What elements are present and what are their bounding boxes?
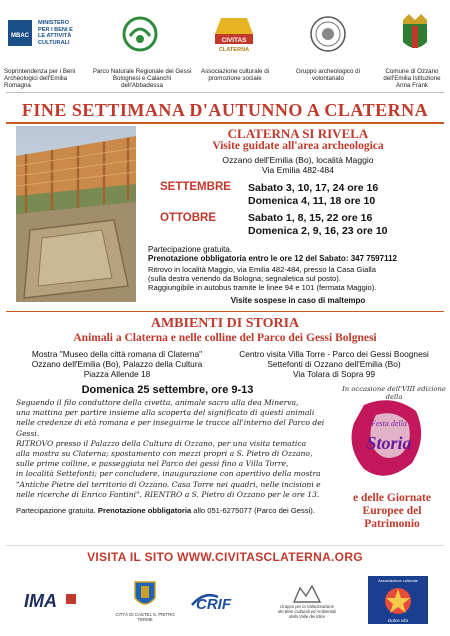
section2-subtitle: Animali a Claterna e nelle colline del Parco dei Gessi Bolgnesi bbox=[73, 332, 377, 344]
settembre-line-2: Domenica 4, 11, 18 ore 10 bbox=[248, 195, 376, 207]
mbac-line-1: MINISTERO bbox=[38, 20, 70, 26]
desc-line-6: alla mostra su Claterna; spostamento con mezzi propri a S. Pietro di Ozzano, bbox=[16, 449, 313, 459]
section2-title: AMBIENTI DI STORIA bbox=[150, 316, 300, 331]
venue-right-line-2: Settefonti di Ozzano dell'Emilia (Bo) bbox=[267, 359, 401, 369]
desc-line-1: Seguendo il filo conduttore della civetta, animale sacro alla dea Minerva, bbox=[16, 398, 299, 407]
parco-gessi-logo bbox=[112, 6, 168, 62]
desc-line-7: sulle prime colline, e passeggiata nel Parco dei gessi fino a Villa Torre, bbox=[16, 459, 289, 469]
desc-line-10: nelle ricerche di Enrico Fantini". RIENTRO a S. Pietro di Ozzano per le ore 13. bbox=[16, 489, 320, 499]
mbac-logo bbox=[8, 6, 92, 62]
svg-text:CIVITAS: CIVITAS bbox=[221, 37, 247, 44]
dolce-vita-logo bbox=[366, 575, 430, 625]
venue-right-line-3: Via Tolara di Sopra 99 bbox=[292, 369, 376, 379]
section1-meeting-2: (sulla destra venendo da Bologna; segnaletica sul posto). bbox=[148, 274, 341, 283]
archaeological-site-photo bbox=[16, 126, 136, 302]
note-free: Partecipazione gratuita. bbox=[16, 506, 96, 515]
gruppo-valorizzazione-logo bbox=[272, 575, 342, 625]
month-ottobre: OTTOBRE bbox=[160, 212, 217, 224]
ottobre-line-2: Domenica 2, 9, 16, 23 ore 10 bbox=[248, 225, 388, 237]
section1-location-1: Ozzano dell'Emilia (Bo), località Maggio bbox=[222, 155, 374, 165]
note-rest: allo 051-6275077 (Parco dei Gessi). bbox=[193, 506, 315, 515]
section1-location-2: Via Emilia 482-484 bbox=[262, 165, 334, 175]
desc-line-4: Gessi. bbox=[16, 428, 40, 438]
partner-caption-gruppo: Gruppo archeologico di volontariato bbox=[296, 68, 360, 82]
castel-s-pietro-crest bbox=[110, 575, 180, 625]
desc-line-9: "Antiche Pietre del territorio di Ozzano. Casa Torre nei quadri, nelle incisioni e bbox=[16, 479, 321, 489]
festa-name-bottom: Storia bbox=[366, 433, 412, 453]
gruppo-archeologico-logo bbox=[300, 6, 356, 62]
mbac-line-3: LE ATTIVITÀ bbox=[38, 33, 72, 39]
castel-s-pietro-caption: CITTÀ DI CASTEL S. PIETRO TERME bbox=[115, 612, 175, 622]
svg-text:MBAC: MBAC bbox=[11, 33, 29, 39]
festa-logo bbox=[346, 397, 430, 487]
desc-line-3: nelle credenze di età romana e per inseguirne le tracce all'interno del Parco dei bbox=[16, 418, 325, 428]
website-divider-top bbox=[6, 545, 444, 546]
venue-left-line-1: Mostra "Museo della città romana di Claterna" bbox=[31, 349, 203, 359]
section2-divider bbox=[6, 311, 444, 312]
civitas-claterna-logo bbox=[206, 6, 262, 62]
desc-line-8: in località Settefonti; per concludere, inaugurazione con aperitivo della mostra bbox=[16, 469, 321, 479]
giornate-line-3: Patrimonio bbox=[364, 518, 420, 530]
ottobre-line-1: Sabato 1, 8, 15, 22 ore 16 bbox=[248, 212, 373, 224]
svg-text:CRIF: CRIF bbox=[196, 596, 231, 613]
title-underline bbox=[6, 122, 444, 124]
section1-meeting-3: Raggiungibile in autobus tramite le linee 94 e 101 (fermata Maggio). bbox=[148, 283, 377, 292]
giornate-line-2: Europee del bbox=[362, 505, 422, 517]
venue-left-line-3: Piazza Allende 18 bbox=[83, 369, 151, 379]
month-settembre: SETTEMBRE bbox=[160, 181, 231, 193]
section2-date: Domenica 25 settembre, ore 9-13 bbox=[81, 384, 254, 396]
mbac-line-4: CULTURALI bbox=[38, 39, 70, 46]
giornate-line-1: e delle Giornate bbox=[353, 492, 431, 504]
partner-caption-comune: Comune di Ozzano dell'Emilia Istituzione Anna Frank bbox=[383, 68, 441, 89]
section1-subtitle: Visite guidate all'area archeologica bbox=[212, 140, 384, 152]
desc-line-5: RITROVO presso il Palazzo della Cultura di Ozzano, per una visita tematica bbox=[16, 438, 307, 448]
venue-left bbox=[10, 349, 224, 379]
festa-intro: In occasione dell'VIII edizione della bbox=[342, 385, 446, 401]
dolce-vita-caption: Associazione culturale bbox=[378, 578, 418, 583]
main-title: FINE SETTIMANA D'AUTUNNO A CLATERNA bbox=[21, 100, 429, 120]
venue-right bbox=[224, 349, 444, 379]
gruppo-val-line-1: Gruppo per la Valorizzazione bbox=[280, 603, 334, 609]
venue-right-line-1: Centro visita Villa Torre - Parco dei Gessi Boognesi bbox=[239, 349, 429, 359]
section1-weather: Visite sospese in caso di maltempo bbox=[230, 296, 366, 305]
desc-line-2: una mattina per partire insieme alla scoperta del significato di questi animali bbox=[16, 408, 315, 418]
giornate-europee bbox=[336, 492, 448, 531]
festa-name-top: Festa della bbox=[371, 419, 407, 428]
crif-logo bbox=[188, 575, 254, 625]
section1-meeting-1: Ritrovo in località Maggio, via Emilia 482-484, presso la Casa Gialla bbox=[148, 265, 376, 274]
section1-free: Partecipazione gratuita. bbox=[148, 245, 233, 254]
settembre-line-1: Sabato 3, 10, 17, 24 ore 16 bbox=[248, 182, 379, 194]
venue-left-line-2: Ozzano dell'Emilia (Bo), Palazzo della Cultura bbox=[31, 359, 203, 369]
ima-logo bbox=[22, 575, 82, 625]
partner-caption-associazione: Associazione culturale di promozione sociale bbox=[200, 68, 270, 82]
svg-text:IMA: IMA bbox=[24, 591, 57, 611]
gruppo-val-line-2: dei Beni Culturali ed Ambientali bbox=[277, 608, 337, 614]
section2-footer-note bbox=[16, 506, 346, 515]
section2-description bbox=[16, 398, 338, 500]
section1-title: CLATERNA SI RIVELA bbox=[227, 126, 369, 141]
mbac-line-2: PER I BENI E bbox=[38, 26, 73, 33]
website-link[interactable]: VISITA IL SITO WWW.CIVITASCLATERNA.ORG bbox=[87, 550, 363, 564]
gruppo-val-line-3: della Valle dei Idice bbox=[289, 613, 325, 619]
partner-caption-soprintendenza: Soprintendenza per i Beni Archeologici dell'Emilia Romagna bbox=[4, 68, 76, 89]
partner-caption-parco: Parco Naturale Regionale dei Gessi Bolognesi e Calanchi dell'Abbadessa bbox=[92, 68, 192, 89]
section1-booking: Prenotazione obbligatoria entro le ore 12 del Sabato: 347 7597112 bbox=[148, 254, 397, 263]
note-booking: Prenotazione obbligatoria bbox=[97, 506, 192, 515]
comune-ozzano-crest bbox=[390, 6, 440, 62]
top-divider bbox=[6, 92, 444, 93]
svg-text:CLATERNA: CLATERNA bbox=[218, 47, 250, 53]
dolce-vita-sub: Dolce vita bbox=[387, 618, 409, 623]
